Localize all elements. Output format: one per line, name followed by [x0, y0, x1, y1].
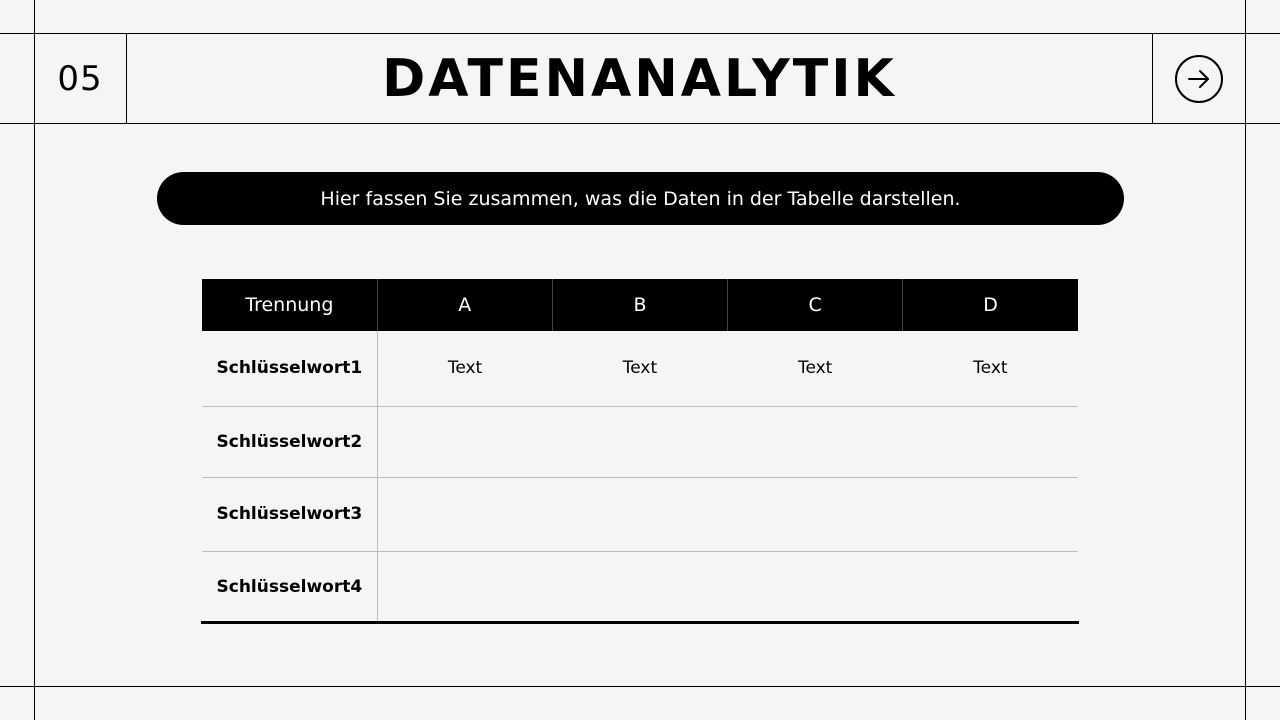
- table-row: [202, 551, 1078, 622]
- header-cell-d: D: [903, 279, 1078, 331]
- header-cell-a: A: [377, 279, 552, 331]
- table-cell: Text: [903, 331, 1078, 406]
- table-row: [202, 477, 1078, 551]
- summary-text: Hier fassen Sie zusammen, was die Daten in der Tabelle darstellen.: [320, 187, 961, 210]
- table-row: [202, 331, 1078, 406]
- table-cell: [728, 477, 903, 551]
- table-cell: Text: [728, 331, 903, 406]
- arrow-divider: [1152, 33, 1153, 124]
- next-slide-button[interactable]: [1175, 55, 1223, 103]
- row-key: Schlüsselwort2: [202, 406, 377, 477]
- header-cell-c: C: [728, 279, 903, 331]
- summary-banner: [157, 172, 1124, 225]
- table-header-row: [202, 279, 1078, 331]
- row-key: Schlüsselwort1: [202, 331, 377, 406]
- table-cell: [903, 406, 1078, 477]
- slide-number: 05: [57, 58, 103, 99]
- frame-line-right: [1245, 0, 1246, 720]
- frame-line-bottom: [0, 686, 1280, 687]
- header-cell-b: B: [552, 279, 727, 331]
- header-divider: [0, 123, 1280, 124]
- table-cell: [728, 551, 903, 622]
- header-cell-trennung: Trennung: [202, 279, 377, 331]
- table-row: [202, 406, 1078, 477]
- table-cell: [552, 551, 727, 622]
- table-cell: [377, 477, 552, 551]
- table-cell: [377, 551, 552, 622]
- table-cell: Text: [377, 331, 552, 406]
- table-cell: [552, 406, 727, 477]
- row-key: Schlüsselwort4: [202, 551, 377, 622]
- table-bottom-rule: [201, 621, 1079, 624]
- table-cell: [903, 551, 1078, 622]
- table-cell: [728, 406, 903, 477]
- table-cell: [377, 406, 552, 477]
- table-cell: [903, 477, 1078, 551]
- table-cell: [552, 477, 727, 551]
- row-key: Schlüsselwort3: [202, 477, 377, 551]
- arrow-right-circle-icon: [1186, 66, 1212, 92]
- page-title: DATENANALYTIK: [382, 48, 897, 109]
- data-table: [202, 279, 1078, 622]
- table-cell: Text: [552, 331, 727, 406]
